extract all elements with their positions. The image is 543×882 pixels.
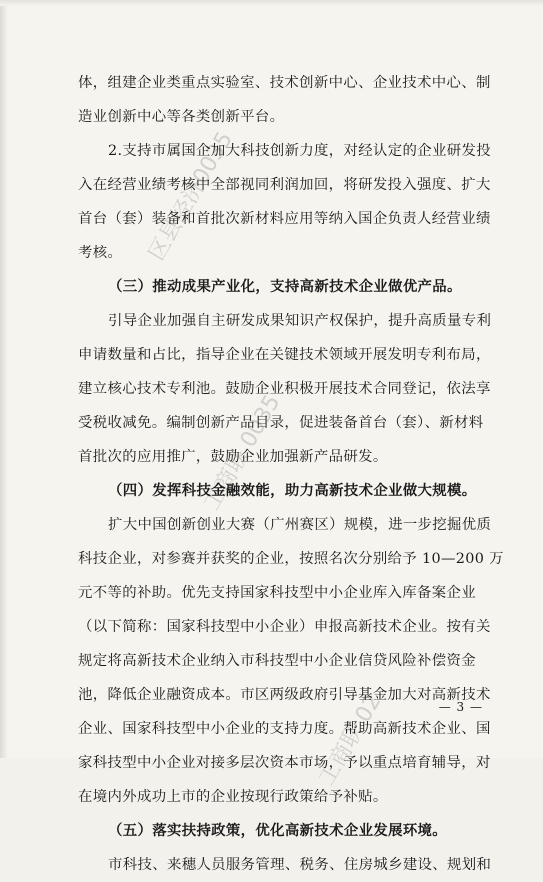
document-body (78, 66, 504, 882)
body-text-line: 引导企业加强自主研发成果知识产权保护，提升高质量专利 (108, 313, 492, 329)
body-text-line: 考核。 (78, 245, 123, 261)
body-text-line: 在境内外成功上市的企业按现行政策给予补贴。 (78, 789, 388, 805)
body-text-line: 家科技型中小企业对接多层次资本市场，予以重点培育辅导，对 (78, 755, 491, 771)
body-text-line: 首台（套）装备和首批次新材料应用等纳入国企负责人经营业绩 (78, 211, 491, 227)
body-text-line: 申请数量和占比，指导企业在关键技术领域开展发明专利布局， (78, 347, 491, 363)
section-heading: （三）推动成果产业化，支持高新技术企业做优产品。 (108, 278, 462, 295)
scan-shadow-top (0, 0, 543, 6)
body-text-line: 规定将高新技术企业纳入市科技型中小企业信贷风险补偿资金 (78, 653, 476, 669)
body-text-line: 2.支持市属国企加大科技创新力度，对经认定的企业研发投 (108, 143, 491, 159)
page-number: — 3 — (438, 700, 483, 714)
section-heading: （四）发挥科技金融效能，助力高新技术企业做大规模。 (108, 482, 477, 499)
body-text-line: 企业、国家科技型中小企业的支持力度。帮助高新技术企业、国 (78, 721, 491, 737)
watermark: 工商联 0035 (199, 390, 286, 515)
body-text-line: 体，组建企业类重点实验室、技术创新中心、企业技术中心、制 (78, 75, 491, 91)
body-text-line: 首批次的应用推广，鼓励企业加强新产品研发。 (78, 449, 388, 465)
section-heading: （五）落实扶持政策，优化高新技术企业发展环境。 (108, 822, 448, 839)
body-text-line: 科技企业，对参赛并获奖的企业，按照名次分别给予 10—200 万 (78, 551, 504, 567)
body-text-line: （以下简称：国家科技型中小企业）申报高新技术企业。按有关 (78, 619, 491, 635)
scan-shadow-left (0, 0, 8, 758)
body-text-line: 入在经营业绩考核中全部视同利润加回，将研发投入强度、扩大 (78, 177, 491, 193)
body-text-line: 建立核心技术专利池。鼓励企业积极开展技术合同登记，依法享 (78, 381, 491, 397)
body-text-line: 造业创新中心等各类创新平台。 (78, 109, 285, 125)
body-text-line: 元不等的补助。优先支持国家科技型中小企业库入库备案企业 (78, 585, 476, 601)
watermark: 区县经济0035 (144, 127, 238, 265)
body-text-line: 池，降低企业融资成本。市区两级政府引导基金加大对高新技术 (78, 687, 491, 703)
body-text-line: 扩大中国创新创业大赛（广州赛区）规模，进一步挖掘优质 (108, 517, 492, 533)
body-text-line: 受税收减免。编制创新产品目录，促进装备首台（套）、新材料 (78, 415, 484, 431)
watermark: 工商联 02 (314, 690, 387, 790)
body-text-line: 市科技、来穗人员服务管理、税务、住房城乡建设、规划和 (108, 857, 492, 873)
